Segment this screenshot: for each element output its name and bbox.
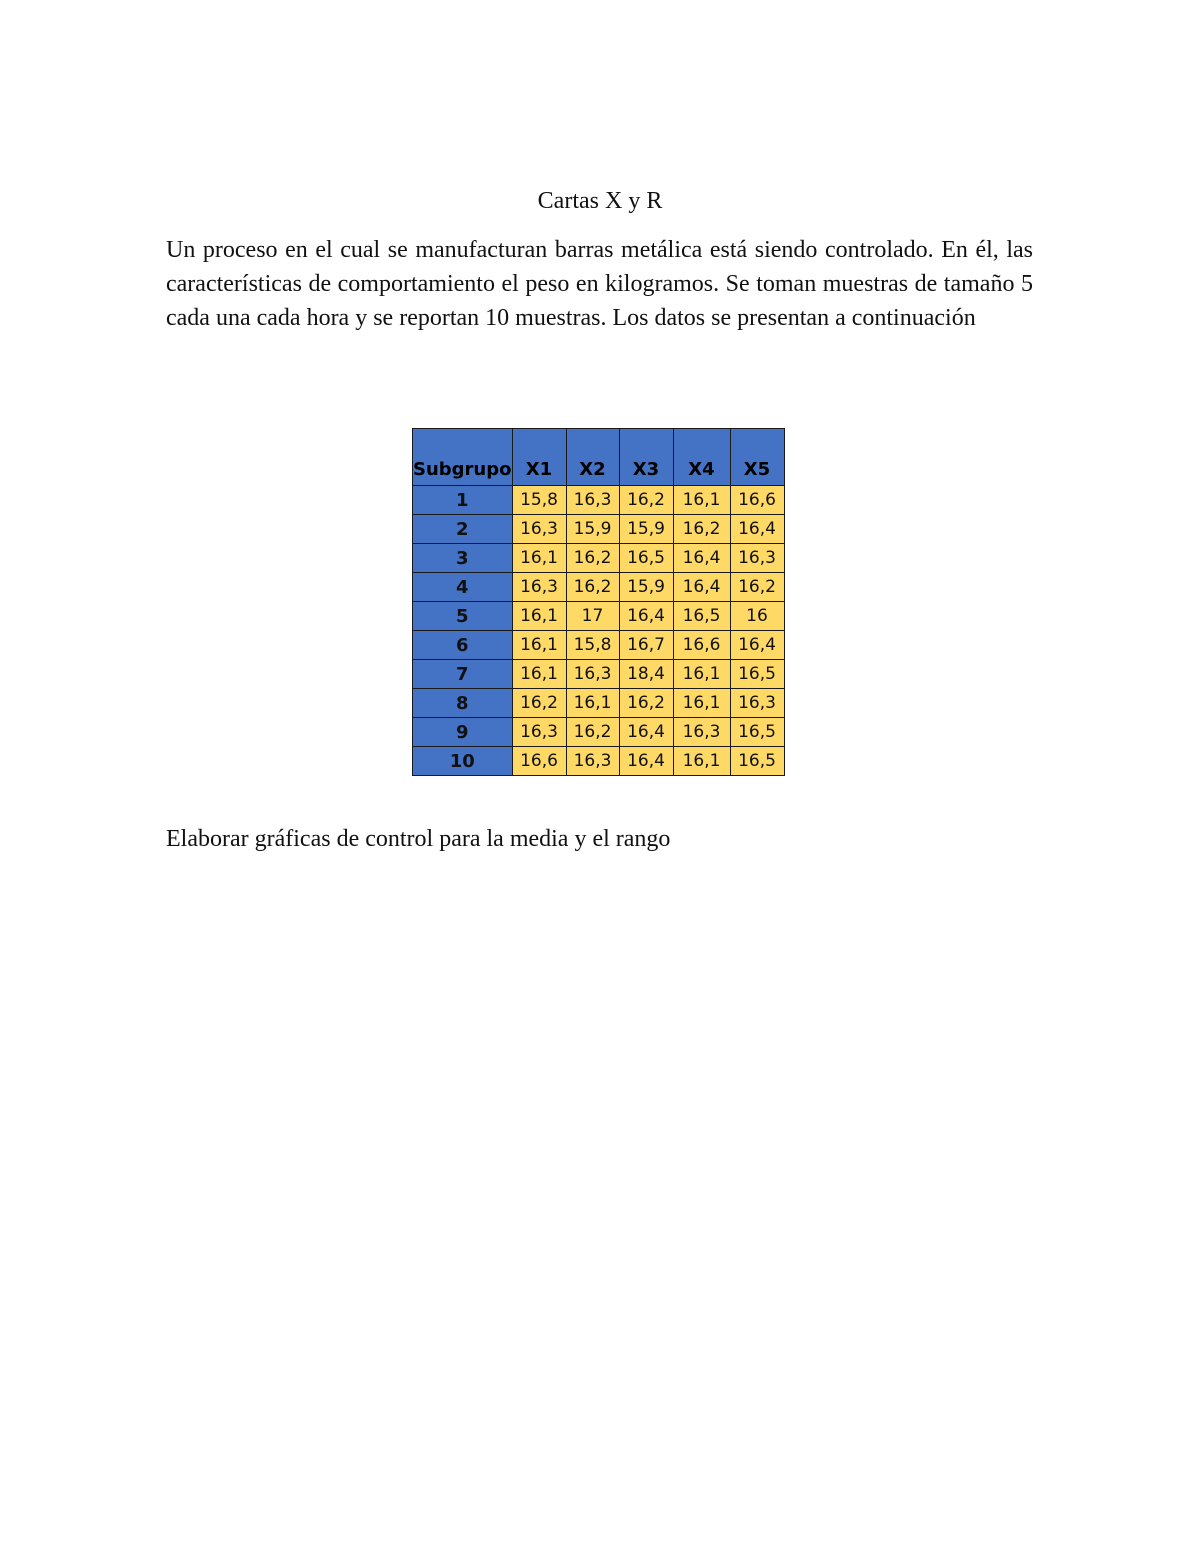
subgroup-cell: 7	[413, 660, 513, 689]
subgroup-cell: 6	[413, 631, 513, 660]
value-cell: 16,6	[512, 747, 566, 776]
value-cell: 16,1	[673, 689, 730, 718]
value-cell: 16,1	[512, 660, 566, 689]
value-cell: 15,9	[619, 573, 673, 602]
value-cell: 16,1	[512, 631, 566, 660]
table-row	[413, 573, 785, 602]
value-cell: 16,3	[730, 544, 784, 573]
table-row	[413, 689, 785, 718]
subgroup-cell: 9	[413, 718, 513, 747]
header-x5: X5	[730, 429, 784, 486]
value-cell: 16,3	[566, 660, 619, 689]
value-cell: 15,9	[566, 515, 619, 544]
subgroup-cell: 1	[413, 486, 513, 515]
value-cell: 16,4	[619, 602, 673, 631]
value-cell: 16,4	[619, 718, 673, 747]
value-cell: 16,1	[512, 602, 566, 631]
value-cell: 16,1	[673, 486, 730, 515]
value-cell: 15,8	[566, 631, 619, 660]
value-cell: 16,2	[512, 689, 566, 718]
value-cell: 16,3	[512, 718, 566, 747]
table-row	[413, 486, 785, 515]
value-cell: 16,2	[673, 515, 730, 544]
header-x2: X2	[566, 429, 619, 486]
data-table	[412, 428, 785, 776]
value-cell: 16,2	[566, 718, 619, 747]
value-cell: 16,2	[730, 573, 784, 602]
table-row	[413, 602, 785, 631]
subgroup-cell: 3	[413, 544, 513, 573]
value-cell: 15,9	[619, 515, 673, 544]
table-row	[413, 718, 785, 747]
value-cell: 16,5	[730, 718, 784, 747]
subgroup-cell: 2	[413, 515, 513, 544]
header-subgroup: Subgrupo	[413, 429, 513, 486]
subgroup-cell: 8	[413, 689, 513, 718]
value-cell: 16,2	[619, 486, 673, 515]
value-cell: 16	[730, 602, 784, 631]
value-cell: 16,1	[512, 544, 566, 573]
table-row	[413, 631, 785, 660]
value-cell: 16,3	[730, 689, 784, 718]
value-cell: 16,5	[673, 602, 730, 631]
value-cell: 16,4	[730, 515, 784, 544]
page-title: Cartas X y R	[537, 188, 663, 214]
header-x3: X3	[619, 429, 673, 486]
task-instruction: Elaborar gráficas de control para la media y el rango	[166, 826, 671, 852]
table-row	[413, 747, 785, 776]
value-cell: 16,3	[673, 718, 730, 747]
value-cell: 16,5	[619, 544, 673, 573]
value-cell: 16,1	[673, 660, 730, 689]
value-cell: 16,5	[730, 747, 784, 776]
value-cell: 16,2	[566, 573, 619, 602]
subgroup-cell: 10	[413, 747, 513, 776]
value-cell: 16,6	[730, 486, 784, 515]
value-cell: 16,5	[730, 660, 784, 689]
value-cell: 16,3	[512, 573, 566, 602]
value-cell: 16,2	[619, 689, 673, 718]
header-x1: X1	[512, 429, 566, 486]
table-row	[413, 515, 785, 544]
value-cell: 16,1	[673, 747, 730, 776]
value-cell: 16,2	[566, 544, 619, 573]
subgroup-cell: 5	[413, 602, 513, 631]
table-row	[413, 544, 785, 573]
subgroup-cell: 4	[413, 573, 513, 602]
value-cell: 16,7	[619, 631, 673, 660]
table-header-row	[413, 429, 785, 486]
table-row	[413, 660, 785, 689]
value-cell: 18,4	[619, 660, 673, 689]
value-cell: 16,3	[566, 747, 619, 776]
value-cell: 16,4	[673, 573, 730, 602]
value-cell: 16,6	[673, 631, 730, 660]
value-cell: 16,4	[673, 544, 730, 573]
intro-paragraph: Un proceso en el cual se manufacturan barras metálica está siendo controlado. En él, las características de comportamiento el peso en kilogramos. Se toman muestras de tamaño 5 cada una cada hora y se reportan 10 muestras. Los datos se presentan a continuación	[166, 237, 1033, 331]
value-cell: 16,3	[566, 486, 619, 515]
value-cell: 17	[566, 602, 619, 631]
value-cell: 16,4	[730, 631, 784, 660]
value-cell: 16,3	[512, 515, 566, 544]
value-cell: 16,1	[566, 689, 619, 718]
value-cell: 16,4	[619, 747, 673, 776]
value-cell: 15,8	[512, 486, 566, 515]
header-x4: X4	[673, 429, 730, 486]
